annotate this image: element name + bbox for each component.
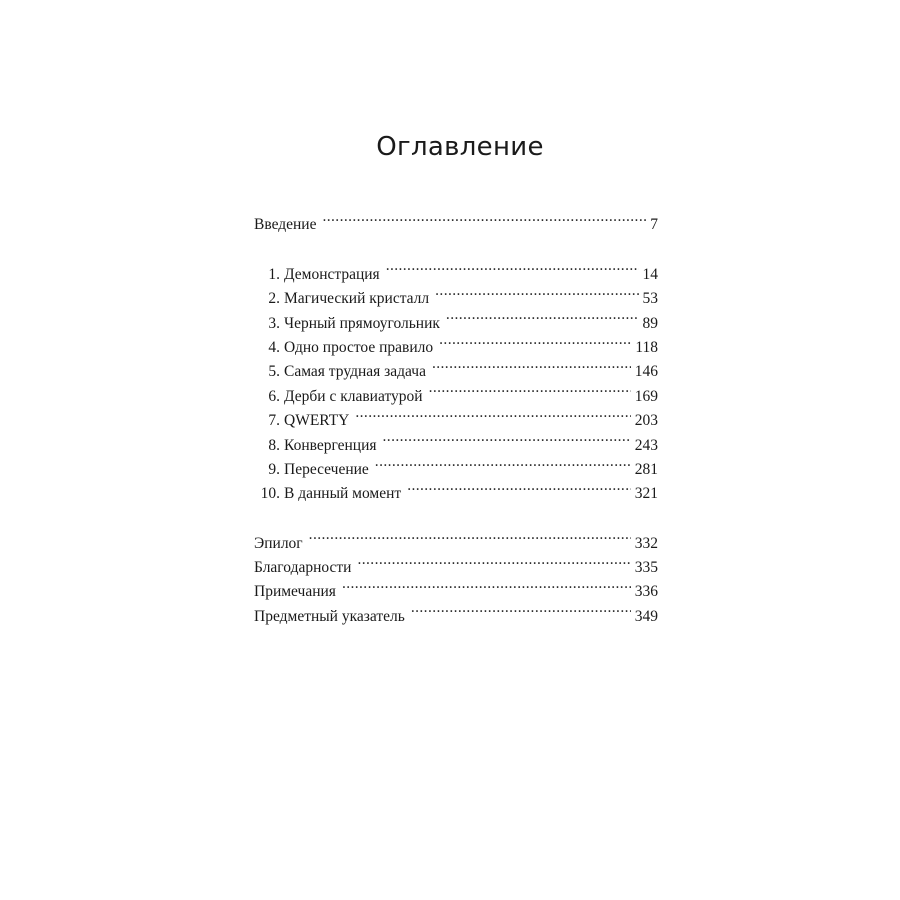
toc-entry-label: В данный момент [284,485,402,503]
dot-leader [439,328,631,352]
toc-entry-page: 332 [634,534,658,552]
chapter-number: 5. [268,363,280,381]
toc-entry-chapter [254,254,658,283]
toc-entry-page: 89 [642,314,658,332]
toc-entry-label: Примечания [254,583,336,601]
toc-entry-page: 7 [650,216,658,234]
toc-entry-label: Демонстрация [284,265,380,283]
dot-leader [435,279,638,303]
dot-leader [432,352,631,376]
toc-entry-label: Одно простое правило [284,338,434,356]
toc-entry-page: 336 [634,583,658,601]
dot-leader [446,303,639,327]
toc-entry-label: Пересечение [284,460,369,478]
toc-entry-intro [254,205,658,234]
toc-entry-label: Конвергенция [284,436,377,454]
toc-entry-page: 118 [635,338,658,356]
dot-leader [355,401,630,425]
toc-entry-label: Эпилог [254,534,303,552]
chapter-number: 7. [268,412,280,430]
toc-entry-label: Дерби с клавиатурой [284,387,423,405]
table-of-contents [254,205,658,625]
chapter-number: 6. [268,387,280,405]
toc-entry-page: 146 [634,363,658,381]
chapter-number: 1. [268,265,280,283]
toc-entry-label: Введение [254,216,317,234]
dot-leader [309,523,631,547]
toc-chapters-group [254,254,658,503]
dot-leader [322,205,646,229]
chapter-number: 4. [268,338,280,356]
dot-leader [386,254,639,278]
toc-entry-page: 169 [634,387,658,405]
toc-entry-label: Благодарности [254,559,352,577]
dot-leader [342,572,631,596]
toc-entry-page: 349 [634,607,658,625]
toc-entry-label: Предметный указатель [254,607,405,625]
toc-back-matter-group [254,523,658,625]
toc-entry-epilogue [254,523,658,552]
dot-leader [429,376,631,400]
chapter-number: 9. [268,460,280,478]
chapter-number: 3. [268,314,280,332]
toc-entry-page: 53 [642,290,658,308]
toc-entry-acknowledgements [254,548,658,577]
dot-leader [407,474,631,498]
dot-leader [383,425,631,449]
chapter-number: 2. [268,290,280,308]
toc-entry-page: 281 [634,460,658,478]
toc-entry-page: 243 [634,436,658,454]
page-title: Оглавление [376,132,544,162]
toc-entry-page: 321 [634,485,658,503]
chapter-number: 10. [260,485,280,503]
toc-entry-label: Самая трудная задача [284,363,426,381]
dot-leader [375,450,631,474]
toc-entry-page: 14 [642,265,658,283]
toc-intro-group [254,205,658,234]
toc-entry-page: 335 [634,559,658,577]
toc-entry-label: Черный прямоугольник [284,314,440,332]
dot-leader [411,596,631,620]
toc-entry-page: 203 [634,412,658,430]
toc-entry-label: Магический кристалл [284,290,430,308]
chapter-number: 8. [268,436,280,454]
dot-leader [357,548,630,572]
toc-entry-label: QWERTY [284,412,350,430]
